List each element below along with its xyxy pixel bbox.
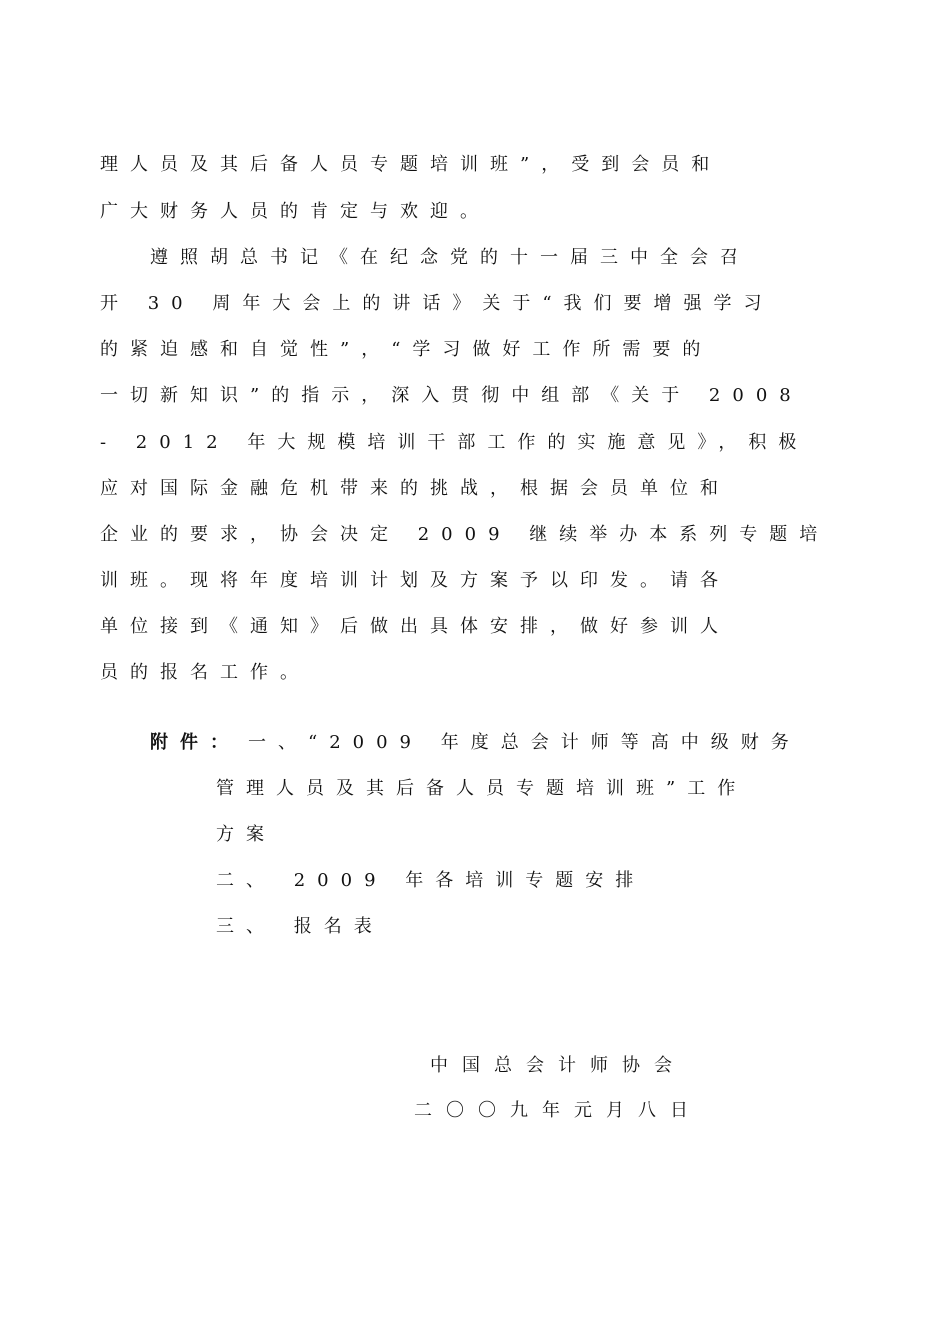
attachment-1-line-1: 一、“2009 年度总会计师等高中级财务 xyxy=(248,732,801,753)
body-line-8: 应对国际金融危机带来的挑战，根据会员单位和 xyxy=(100,478,730,499)
signature-organization: 中国总会计师协会 xyxy=(430,1055,686,1076)
body-line-5: 的紧迫感和自觉性”，“学习做好工作所需要的 xyxy=(100,339,713,360)
body-line-9: 企业的要求，协会决定 2009 继续举办本系列专题培 xyxy=(100,524,830,545)
attachment-3: 三、 报名表 xyxy=(216,916,384,937)
signature-date: 二〇〇九年元月八日 xyxy=(414,1100,702,1121)
attachment-1-line-3: 方案 xyxy=(216,824,276,845)
body-line-3: 遵照胡总书记《在纪念党的十一届三中全会召 xyxy=(150,247,750,268)
body-line-12: 员的报名工作。 xyxy=(100,662,310,683)
attachment-1-line-2: 管理人员及其后备人员专题培训班”工作 xyxy=(216,778,748,799)
body-line-7: - 2012 年大规模培训干部工作的实施意见》，积极 xyxy=(100,432,809,453)
body-line-1: 理人员及其后备人员专题培训班”，受到会员和 xyxy=(100,154,722,175)
body-line-11: 单位接到《通知》后做出具体安排，做好参训人 xyxy=(100,616,730,637)
body-line-2: 广大财务人员的肯定与欢迎。 xyxy=(100,201,490,222)
attachment-2: 二、 2009 年各培训专题安排 xyxy=(216,870,646,891)
body-line-4: 开 30 周年大会上的讲话》关于“我们要增强学习 xyxy=(100,293,774,314)
attachments-label: 附件： xyxy=(150,732,240,753)
body-line-10: 训班。现将年度培训计划及方案予以印发。请各 xyxy=(100,570,730,591)
body-line-6: 一切新知识”的指示，深入贯彻中组部《关于 2008 xyxy=(100,385,803,406)
